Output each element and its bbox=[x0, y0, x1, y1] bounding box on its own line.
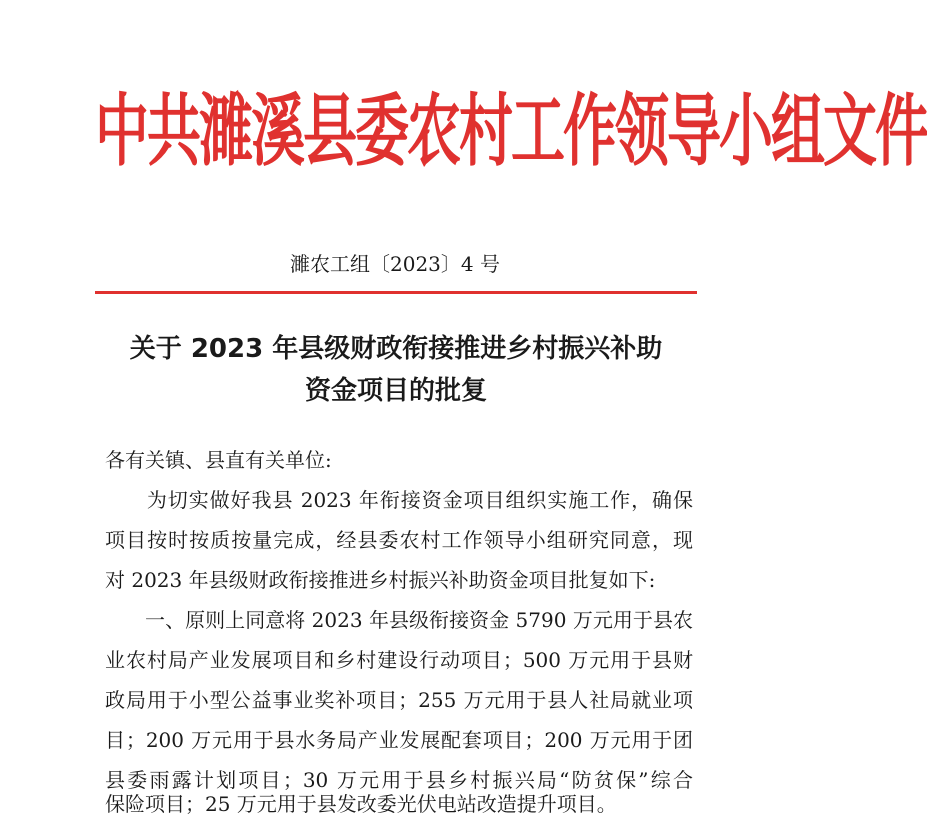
body-line-8: 县委雨露计划项目；30 万元用于县乡村振兴局“防贫保”综合 bbox=[105, 768, 693, 792]
body-line-9: 保险项目；25 万元用于县发改委光伏电站改造提升项目。 bbox=[105, 792, 617, 816]
body-line-2: 项目按时按质按量完成，经县委农村工作领导小组研究同意，现 bbox=[105, 528, 693, 552]
body-line-7: 目；200 万元用于县水务局产业发展配套项目；200 万元用于团 bbox=[105, 728, 693, 752]
red-divider-line bbox=[95, 291, 697, 294]
body-line-6: 政局用于小型公益事业奖补项目；255 万元用于县人社局就业项 bbox=[105, 688, 693, 712]
document-number: 濉农工组〔2023〕4 号 bbox=[290, 252, 500, 276]
document-title-line-1: 关于 2023 年县级财政衔接推进乡村振兴补助 bbox=[129, 334, 663, 364]
salutation: 各有关镇、县直有关单位: bbox=[105, 448, 332, 472]
body-line-3: 对 2023 年县级财政衔接推进乡村振兴补助资金项目批复如下: bbox=[105, 568, 656, 592]
document-title bbox=[95, 328, 697, 412]
document-title-line-2: 资金项目的批复 bbox=[304, 376, 487, 406]
body-line-1: 为切实做好我县 2023 年衔接资金项目组织实施工作，确保 bbox=[105, 488, 693, 512]
red-header-title: 中共濉溪县委农村工作领导小组文件 bbox=[95, 85, 927, 177]
body-line-5: 业农村局产业发展项目和乡村建设行动项目；500 万元用于县财 bbox=[105, 648, 693, 672]
body-line-4: 一、原则上同意将 2023 年县级衔接资金 5790 万元用于县农 bbox=[105, 608, 693, 632]
